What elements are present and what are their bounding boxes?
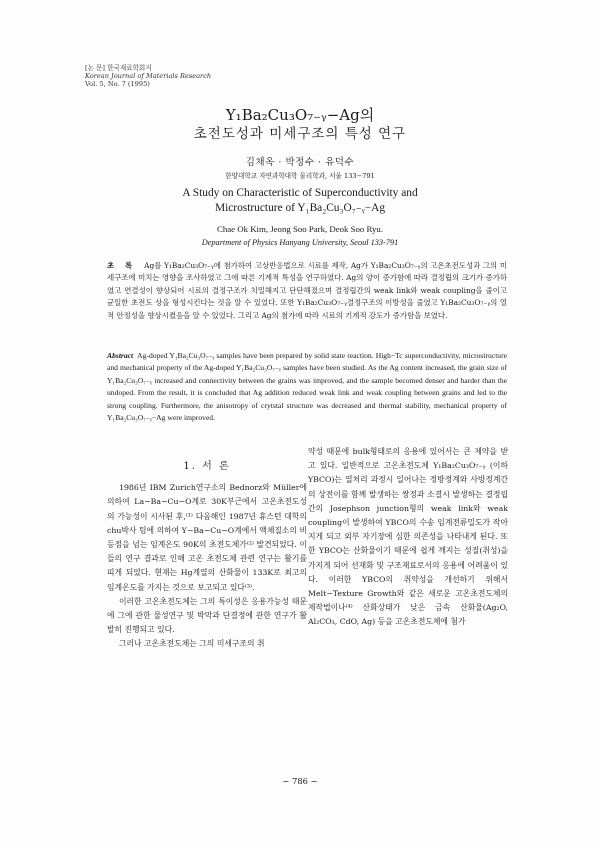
body-column-left	[107, 446, 307, 652]
affiliation-en: Department of Physics Hanyang University, Seoul 133-791	[201, 238, 399, 247]
abstract-ko-text: Ag를 Y₁Ba₂Cu₃O₇₋ᵧ에 첨가하여 고상반응법으로 시료를 제작, Ag가 Y₁Ba₂Cu₃O₇₋ᵧ의 고온초전도성과 그의 미세구조에 미치는 영향을 조사하였고 그에 따른 기계적 특성을 연구하였다. Ag의 양이 증가함에 따라 결정립의 크기가 증가하였고 연결성이 향상되어 시료의 결정구조가 치밀해지고 단단해졌으며 결정립간의 weak link와 weak coupling을 줄이고 균일한 초전도 상을 형성시킨다는 것을 알 수 있었다. 또한 Y₁Ba₂Cu₃O₇₋ᵧ결정구조의 이방성을 줄였고 Y₁Ba₂Cu₃O₇₋ᵧ의 열적 안정성을 향상시켰음을 알 수 있었다. 그리고 Ag의 첨가에 따라 시료의 기계적 강도가 증가함을 보였다.	[107, 261, 507, 320]
journal-name-en: Korean Journal of Materials Research	[85, 72, 212, 81]
authors-en: Chae Ok Kim, Jeong Soo Park, Deok Soo Ryu.	[216, 224, 384, 234]
body-paragraph: 약성 때문에 bulk형태로의 응용에 있어서는 큰 제약을 받고 있다. 일반적으로 고온초전도체 Y₁Ba₂Cu₃O₇₋ᵧ (이하 YBCO)는 열처리 과정시 일어나는 정방정계와 사방정계간의 상전이를 함께 발생하는 쌍정과 소결시 발생하는 결정립 간의 Josephson junction형의 weak link와 weak coupling이 발생하여 YBCO의 수송 임계전류밀도가 작아지게 되고 외부 자기장에 심한 의존성을 나타내게 된다. 또한 YBCO는 산화물이기 때문에 쉽게 깨지는 성질(취성)을 가지게 되어 선재화 및 구조재료로서의 응용에 어려움이 있다. 이러한 YBCO의 취약성을 개선하기 위해서 Melt−Texture Growth와 같은 새로운 고온초전도체의 제작법이나⁽⁴⁾ 산화상태가 낮은 금속 산화물(Ag₂O, Al₂CO₃, CdO, Ag) 등을 고온초전도체에 첨가	[308, 447, 508, 627]
body-paragraph: 그러나 고온초전도체는 그의 미세구조의 취	[119, 639, 265, 649]
authors-ko: 김채옥 · 박정수 · 유덕수	[245, 157, 355, 168]
title-en-line2: Microstructure of Y₁Ba₂Cu₃O₇₋ᵧ−Ag	[214, 202, 386, 214]
abstract-ko-label: 초 록	[107, 261, 137, 270]
body-column-right	[308, 445, 508, 630]
abstract-ko	[107, 260, 507, 322]
title-en-line1: A Study on Characteristic of Superconductivity and	[182, 187, 418, 199]
journal-volume: Vol. 5, No. 7 (1995)	[85, 80, 150, 89]
title-ko-line2: 초전도성과 미세구조의 특성 연구	[193, 126, 407, 142]
title-ko-line1: Y₁Ba₂Cu₃O₇₋ᵧ−Ag의	[225, 106, 375, 124]
abstract-en	[107, 350, 507, 424]
abstract-en-text: Ag-doped Y₁Ba₂Cu₃O₇₋ᵧ samples have been prepared by solid state reaction. High−Tc superconductivity, microstructure and mechanical property of the Ag-doped Y₁Ba₂Cu₃O₇₋ᵧ samples have been studied. As the Ag content increased, the grain size of Y₁Ba₂Cu₃O₇₋ᵧ increased and connectivity between the grains was improved, and the sample becomed denser and harder than the undoped. From the result, it is concluded that Ag addition reduced weak link and weak coupling between grains and led to the strong coupling. Furthermore, the anisotropy of crytstal structure was decreased and thermal stability, mechanical property of Y₁Ba₂Cu₃O₇₋ᵧ−Ag were improved.	[107, 351, 507, 423]
journal-name-ko: [논 문] 한국재료학회지	[85, 64, 152, 72]
section-heading-introduction: 1. 서 론	[183, 461, 231, 472]
abstract-en-label: Abstract	[107, 351, 134, 360]
body-paragraph: 이러한 고온초전도체는 그의 특이성은 응용가능성 때문에 그에 관한 물성연구 및 박막과 단결정에 관한 연구가 활발히 진행되고 있다.	[107, 596, 307, 635]
journal-header	[85, 64, 211, 89]
body-paragraph: 1986년 IBM Zurich연구소의 Bednorz와 Müller에 의하여 La−Ba−Cu−O계로 30K부근에서 고온초전도성의 가능성이 시사된 후,⁽¹⁾ 다음해인 1987년 휴스턴 대학의 chu박사 팀에 의하여 Y−Ba−Cu−O계에서 액체질소의 비등점을 넘는 임계온도 90K의 초전도체가⁽²⁾ 발견되었다. 이들의 연구 결과로 인해 고온 초전도체 관련 연구는 활기를 띠게 되었다. 현재는 Hg계열의 산화물이 133K로 최고의 임계온도를 가지는 것으로 보고되고 있다⁽³⁾.	[107, 483, 307, 592]
affiliation-ko: 한양대학교 자연과학대학 물리학과, 서울 133−791	[225, 172, 375, 180]
page-number: − 786 −	[282, 776, 318, 786]
